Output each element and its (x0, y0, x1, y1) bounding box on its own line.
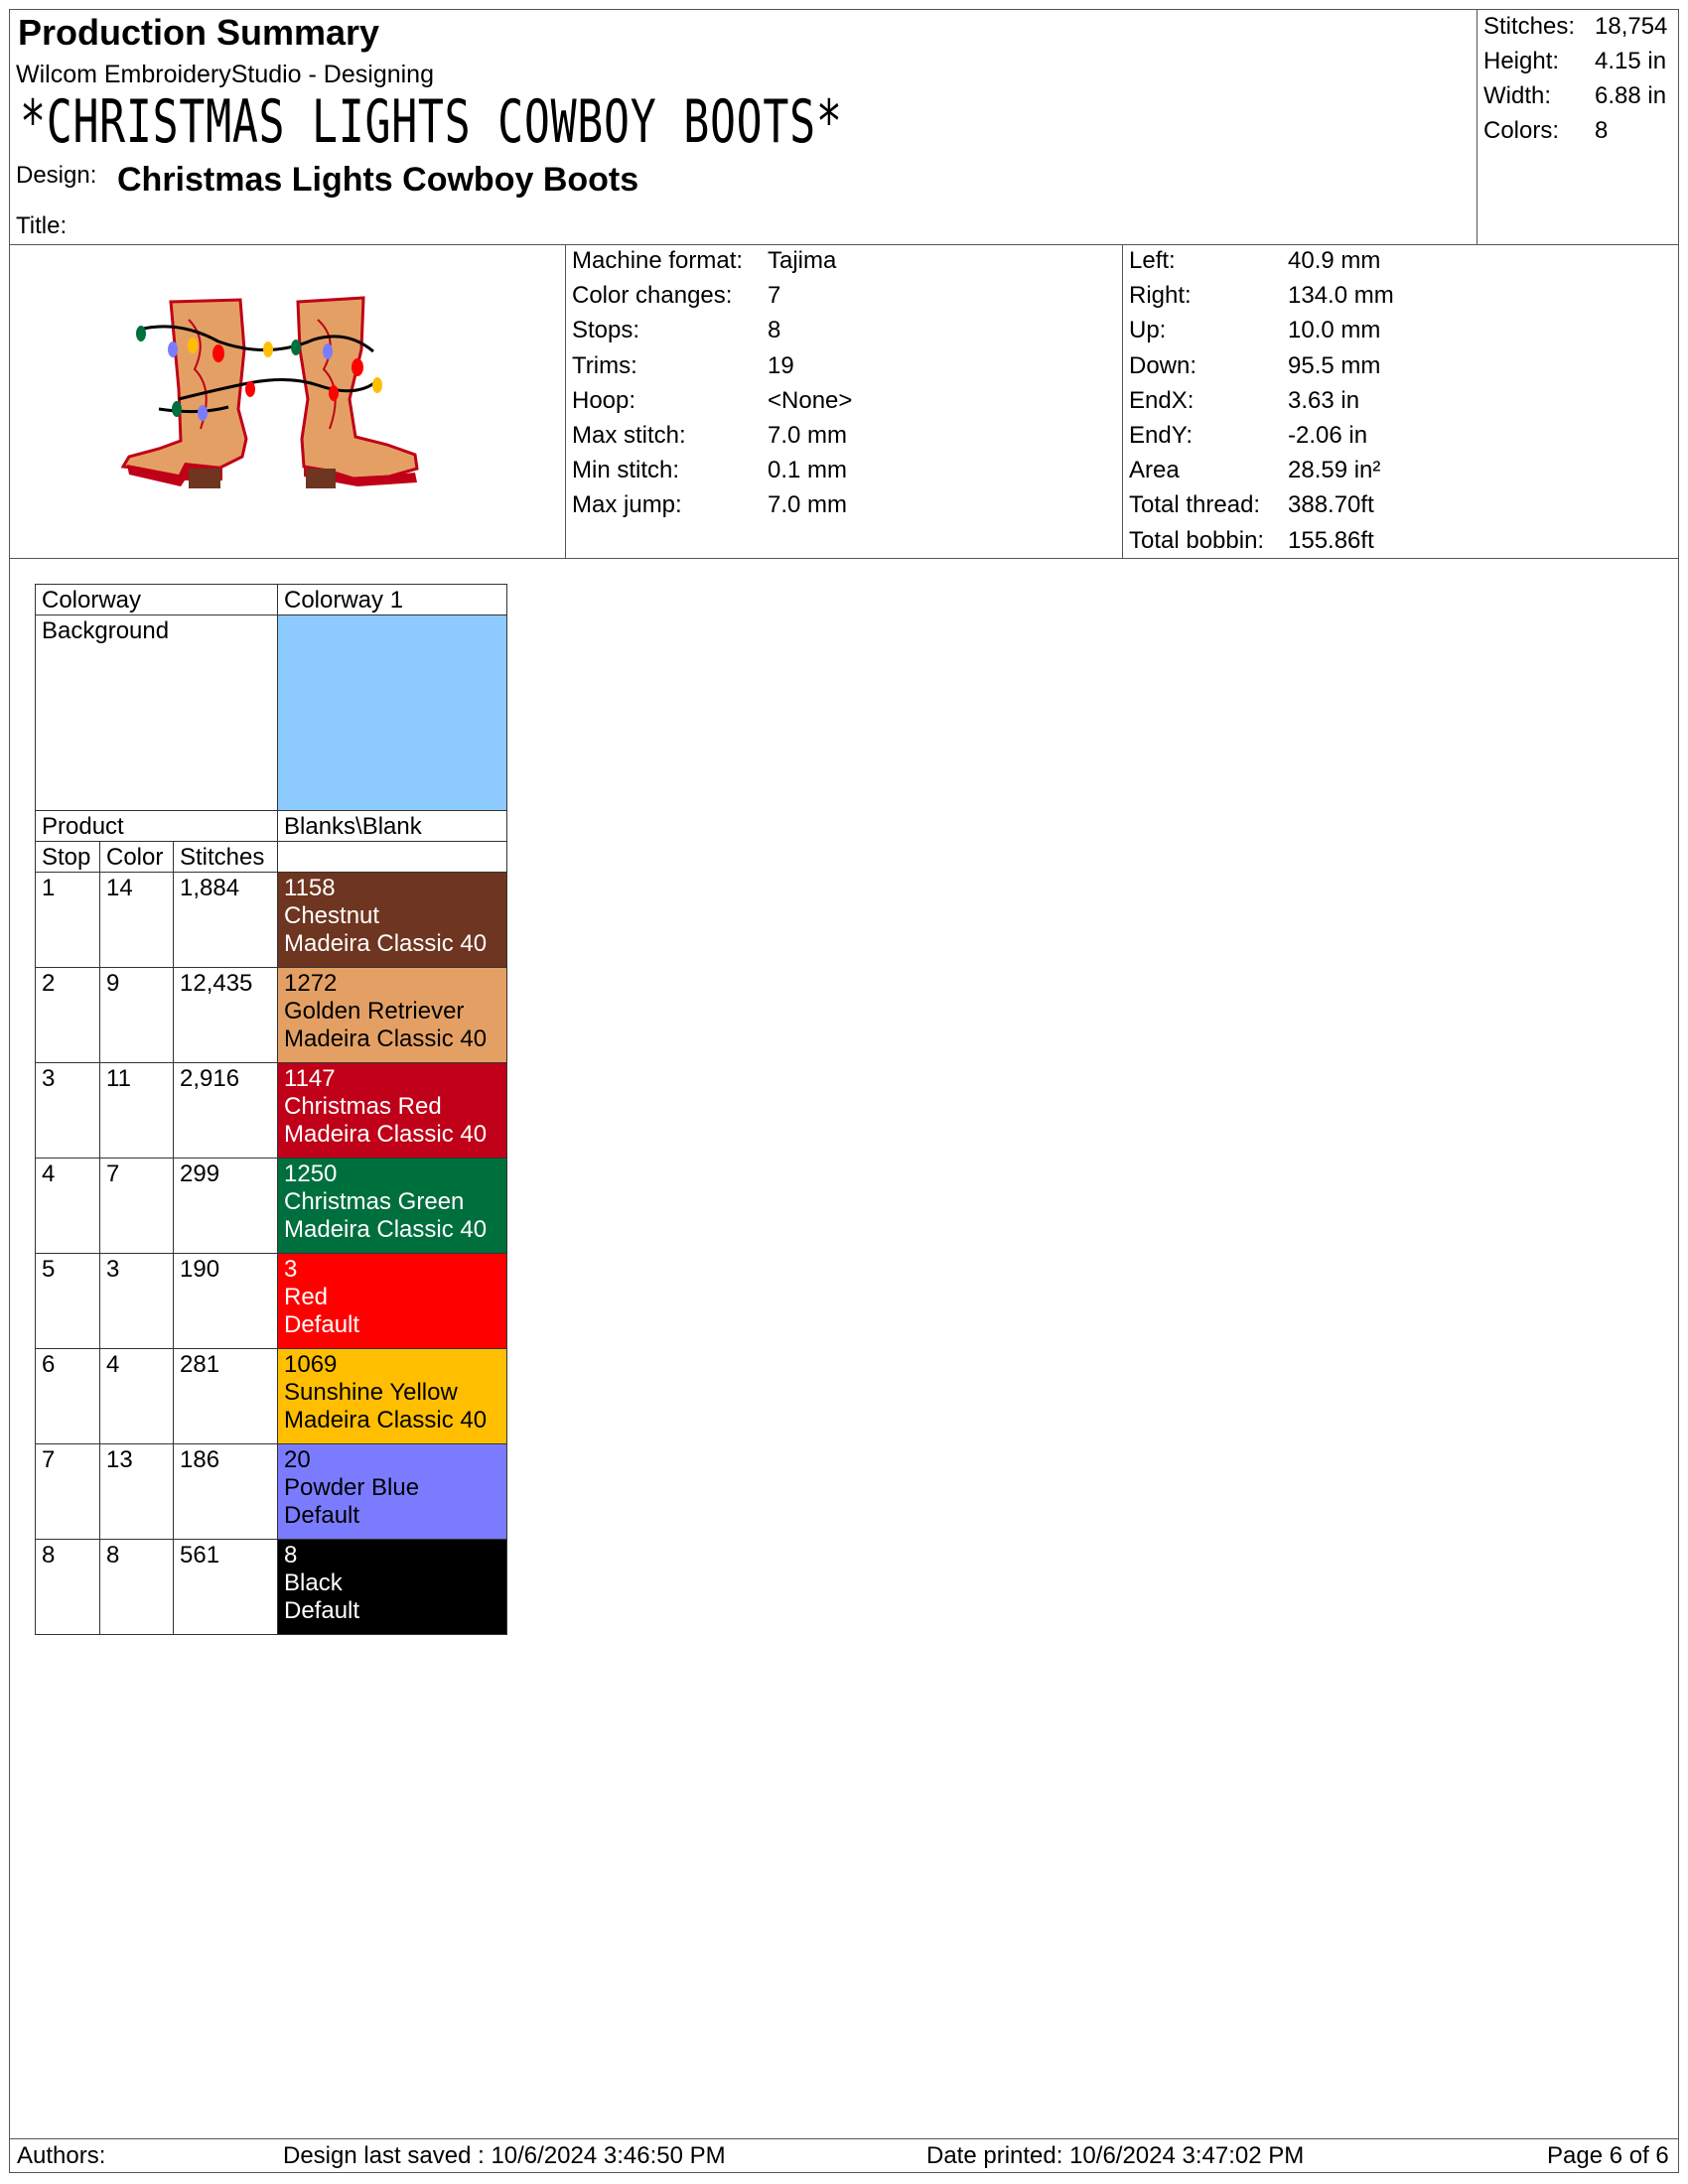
extents-value: 3.63 in (1288, 386, 1360, 414)
page-number: Page 6 of 6 (1547, 2142, 1669, 2169)
stitches-cell: 561 (174, 1540, 278, 1635)
extents-label: Total bobbin: (1129, 526, 1265, 554)
extents-value: 40.9 mm (1288, 247, 1381, 274)
machine-label: Machine format: (572, 247, 744, 274)
colorway-label: Colorway (36, 585, 278, 615)
stitches-cell: 12,435 (174, 968, 278, 1063)
thread-swatch (278, 1159, 507, 1254)
table-row (36, 1349, 507, 1444)
summary-value: 18,754 (1595, 13, 1668, 40)
summary-value: 8 (1595, 117, 1609, 144)
date-printed: Date printed: 10/6/2024 3:47:02 PM (926, 2142, 1305, 2169)
summary-label: Stitches: (1483, 13, 1576, 40)
summary-label: Width: (1483, 82, 1552, 109)
machine-value: <None> (768, 386, 853, 414)
bulb (323, 343, 333, 359)
machine-label: Stops: (572, 317, 640, 344)
extents-value: 388.70ft (1288, 491, 1374, 519)
extents-label: Area (1129, 457, 1180, 484)
colorway-table (35, 584, 507, 1635)
stop-cell: 6 (36, 1349, 100, 1444)
thread-swatch (278, 1254, 507, 1349)
color-cell: 4 (100, 1349, 174, 1444)
thread-brand: Madeira Classic 40 (284, 930, 488, 957)
extents-value: 28.59 in² (1288, 457, 1381, 484)
machine-value: Tajima (768, 247, 837, 274)
bulb (329, 385, 339, 401)
extents-label: EndY: (1129, 422, 1194, 449)
thread-code: 1069 (284, 1351, 338, 1378)
bulb (136, 326, 146, 341)
table-row (36, 1254, 507, 1349)
thread-swatch (278, 1540, 507, 1635)
color-cell: 7 (100, 1159, 174, 1254)
colorway-name: Colorway 1 (278, 585, 507, 615)
thread-code: 1147 (284, 1065, 336, 1092)
color-cell: 8 (100, 1540, 174, 1635)
stop-cell: 3 (36, 1063, 100, 1159)
color-header: Color (100, 842, 174, 873)
thread-swatch (278, 1349, 507, 1444)
machine-label: Trims: (572, 351, 637, 379)
color-cell: 11 (100, 1063, 174, 1159)
stop-header: Stop (36, 842, 100, 873)
divider (565, 245, 566, 559)
color-cell: 3 (100, 1254, 174, 1349)
machine-value: 7.0 mm (768, 422, 848, 449)
bulb (172, 401, 182, 417)
machine-label: Max stitch: (572, 422, 686, 449)
footer (9, 2138, 1679, 2173)
table-row (36, 1540, 507, 1635)
thread-code: 1158 (284, 875, 336, 901)
stitches-cell: 299 (174, 1159, 278, 1254)
stop-cell: 5 (36, 1254, 100, 1349)
thread-brand: Madeira Classic 40 (284, 1025, 488, 1052)
extents-label: Left: (1129, 247, 1176, 274)
product-value: Blanks\Blank (278, 811, 507, 842)
bulb (212, 344, 224, 362)
table-row (36, 968, 507, 1063)
extents-value: 134.0 mm (1288, 282, 1394, 310)
summary-value: 6.88 in (1595, 82, 1667, 109)
colorway-row (36, 585, 507, 615)
table-row (36, 1063, 507, 1159)
stitches-cell: 281 (174, 1349, 278, 1444)
design-preview-image (119, 290, 457, 508)
thread-name: Christmas Green (284, 1188, 465, 1215)
stop-cell: 2 (36, 968, 100, 1063)
thread-code: 20 (284, 1446, 311, 1473)
extents-label: Total thread: (1129, 491, 1261, 519)
machine-label: Color changes: (572, 282, 733, 310)
background-label: Background (36, 615, 278, 811)
product-row (36, 811, 507, 842)
left-boot-heel (189, 469, 220, 488)
machine-value: 7.0 mm (768, 491, 848, 519)
bulb (168, 341, 178, 357)
table-row (36, 1159, 507, 1254)
title-label: Title: (16, 212, 68, 239)
extents-value: 155.86ft (1288, 526, 1374, 554)
thread-code: 1250 (284, 1160, 338, 1187)
thread-swatch (278, 968, 507, 1063)
divider (1122, 245, 1123, 559)
thread-name: Chestnut (284, 902, 380, 929)
thread-code: 3 (284, 1256, 298, 1283)
summary-value: 4.15 in (1595, 48, 1667, 74)
machine-value: 19 (768, 351, 794, 379)
bulb (188, 338, 198, 353)
extents-value: -2.06 in (1288, 422, 1368, 449)
machine-label: Hoop: (572, 386, 636, 414)
stop-cell: 8 (36, 1540, 100, 1635)
thread-brand: Madeira Classic 40 (284, 1121, 488, 1148)
table-header (36, 842, 507, 873)
thread-swatch (278, 873, 507, 968)
thread-name: Black (284, 1570, 343, 1596)
extents-value: 10.0 mm (1288, 317, 1381, 344)
last-saved: Design last saved : 10/6/2024 3:46:50 PM (283, 2142, 726, 2169)
thread-swatch (278, 1444, 507, 1540)
machine-label: Max jump: (572, 491, 682, 519)
thread-header (278, 842, 507, 873)
color-cell: 9 (100, 968, 174, 1063)
extents-label: Up: (1129, 317, 1167, 344)
thread-brand: Madeira Classic 40 (284, 1216, 488, 1243)
thread-brand: Default (284, 1502, 360, 1529)
extents-label: Right: (1129, 282, 1192, 310)
stitches-cell: 1,884 (174, 873, 278, 968)
machine-value: 8 (768, 317, 781, 344)
bulb (198, 405, 208, 421)
thread-code: 8 (284, 1542, 298, 1569)
bulb (352, 358, 363, 376)
thread-brand: Default (284, 1597, 360, 1624)
table-row (36, 1444, 507, 1540)
machine-label: Min stitch: (572, 457, 680, 484)
color-cell: 13 (100, 1444, 174, 1540)
design-banner: *CHRISTMAS LIGHTS COWBOY BOOTS* (20, 87, 843, 157)
right-boot-heel (306, 469, 336, 488)
thread-name: Sunshine Yellow (284, 1379, 458, 1406)
bulb (291, 340, 301, 355)
background-row (36, 615, 507, 811)
stop-cell: 1 (36, 873, 100, 968)
bulb (245, 381, 255, 397)
summary-label: Height: (1483, 48, 1560, 74)
thread-brand: Default (284, 1311, 360, 1338)
thread-name: Golden Retriever (284, 998, 465, 1024)
summary-label: Colors: (1483, 117, 1560, 144)
stitches-cell: 2,916 (174, 1063, 278, 1159)
thread-swatch (278, 1063, 507, 1159)
design-label: Design: (16, 162, 97, 189)
extents-value: 95.5 mm (1288, 351, 1381, 379)
design-name: Christmas Lights Cowboy Boots (117, 161, 639, 199)
stitches-cell: 190 (174, 1254, 278, 1349)
bulb (263, 341, 273, 357)
authors-label: Authors: (17, 2142, 106, 2169)
stop-cell: 7 (36, 1444, 100, 1540)
extents-label: EndX: (1129, 386, 1195, 414)
thread-code: 1272 (284, 970, 338, 997)
right-boot (298, 298, 417, 478)
app-name: Wilcom EmbroideryStudio - Designing (16, 61, 434, 88)
machine-value: 7 (768, 282, 781, 310)
extents-label: Down: (1129, 351, 1197, 379)
machine-value: 0.1 mm (768, 457, 848, 484)
background-swatch (278, 615, 507, 811)
table-row (36, 873, 507, 968)
product-label: Product (36, 811, 278, 842)
report-title: Production Summary (18, 12, 380, 53)
thread-name: Powder Blue (284, 1474, 420, 1501)
bulb (372, 377, 382, 393)
thread-name: Red (284, 1284, 329, 1310)
stitches-cell: 186 (174, 1444, 278, 1540)
stop-cell: 4 (36, 1159, 100, 1254)
color-cell: 14 (100, 873, 174, 968)
thread-name: Christmas Red (284, 1093, 442, 1120)
stitches-header: Stitches (174, 842, 278, 873)
thread-brand: Madeira Classic 40 (284, 1407, 488, 1433)
